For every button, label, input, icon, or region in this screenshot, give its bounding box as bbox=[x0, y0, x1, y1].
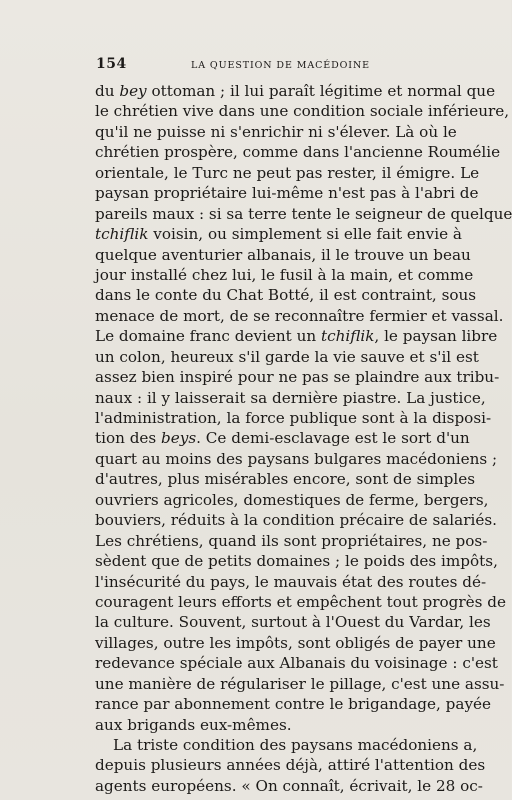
text-line bbox=[95, 204, 512, 224]
text-line bbox=[95, 633, 496, 653]
text-segment: du bbox=[95, 82, 120, 100]
text-segment: tion des bbox=[95, 429, 162, 448]
text-line bbox=[95, 306, 504, 326]
text-segment: naux : il y laisserait sa dernière piastre. La justice, bbox=[95, 388, 486, 407]
text-segment: chrétien prospère, comme dans l'ancienne Roumélie bbox=[95, 143, 501, 162]
text-segment: couragent leurs efforts et empêchent tout progrès de bbox=[95, 592, 506, 611]
text-line bbox=[95, 572, 487, 592]
text-line bbox=[95, 245, 471, 265]
italic-term: bey bbox=[119, 82, 147, 100]
text-line bbox=[95, 81, 496, 101]
text-segment: une manière de régulariser le pillage, c'est une assu- bbox=[95, 674, 505, 693]
text-segment: villages, outre les impôts, sont obligés de payer une bbox=[95, 633, 496, 652]
text-line bbox=[95, 142, 501, 162]
text-segment: redevance spéciale aux Albanais du voisinage : c'est bbox=[95, 654, 498, 673]
text-segment: sèdent que de petits domaines ; le poids des impôts, bbox=[95, 552, 498, 571]
text-segment: d'autres, plus misérables encore, sont de simples bbox=[95, 470, 475, 489]
text-line bbox=[95, 510, 497, 530]
text-segment: ouvriers agricoles, domestiques de ferme, bergers, bbox=[95, 490, 489, 509]
text-line bbox=[95, 612, 491, 632]
text-line bbox=[95, 776, 483, 796]
text-line bbox=[95, 183, 479, 203]
text-segment: Les chrétiens, quand ils sont propriétaires, ne pos- bbox=[95, 531, 488, 550]
text-line bbox=[95, 101, 510, 121]
body-text bbox=[95, 81, 512, 796]
text-segment: un colon, heureux s'il garde la vie sauve et s'il est bbox=[95, 347, 479, 366]
text-line bbox=[95, 122, 457, 142]
text-line bbox=[95, 531, 488, 551]
text-segment: depuis plusieurs années déjà, attiré l'attention des bbox=[95, 756, 486, 775]
text-line bbox=[95, 367, 500, 387]
text-segment: la culture. Souvent, surtout à l'Ouest du Vardar, les bbox=[95, 613, 491, 632]
italic-term: beys bbox=[161, 429, 197, 448]
text-segment: dans le conte du Chat Botté, il est contraint, sous bbox=[95, 286, 477, 305]
text-line bbox=[95, 490, 489, 510]
text-line bbox=[95, 163, 480, 183]
text-segment: le chrétien vive dans une condition sociale inférieure, bbox=[95, 102, 510, 121]
text-line bbox=[95, 408, 492, 428]
text-segment: menace de mort, de se reconnaître fermier et vassal. bbox=[95, 306, 504, 325]
text-line bbox=[95, 715, 452, 735]
text-segment: paysan propriétaire lui-même n'est pas à l'abri de bbox=[95, 184, 479, 203]
text-segment: aux brigands eux-mêmes. bbox=[95, 715, 292, 734]
text-line bbox=[95, 469, 475, 489]
text-segment: jour installé chez lui, le fusil à la main, et comme bbox=[95, 265, 474, 284]
text-segment: agents européens. « On connaît, écrivait, le 28 oc- bbox=[95, 776, 483, 795]
running-title: LA QUESTION DE MACÉDOINE bbox=[191, 60, 371, 71]
text-line bbox=[95, 694, 492, 714]
text-line bbox=[95, 449, 498, 469]
text-segment: l'administration, la force publique sont à la disposi- bbox=[95, 409, 492, 427]
text-segment: qu'il ne puisse ni s'enrichir ni s'élever. Là où le bbox=[95, 122, 457, 141]
italic-term: tchiflik bbox=[95, 225, 149, 244]
text-segment: quart au moins des paysans bulgares macédoniens ; bbox=[95, 449, 498, 468]
text-line bbox=[95, 592, 506, 612]
text-segment: Le domaine franc devient un bbox=[95, 327, 321, 346]
text-segment: La triste condition des paysans macédoniens a, bbox=[113, 736, 478, 754]
text-line bbox=[95, 326, 498, 346]
italic-term: tchiflik bbox=[320, 327, 375, 346]
text-line bbox=[95, 735, 478, 755]
text-line bbox=[95, 285, 477, 305]
text-line bbox=[95, 674, 505, 694]
text-line bbox=[95, 653, 498, 673]
text-segment: pareils maux : si sa terre tente le seigneur de quelque bbox=[95, 204, 512, 223]
text-segment: , le paysan libre bbox=[374, 327, 498, 346]
text-line bbox=[95, 551, 498, 571]
text-segment: voisin, ou simplement si elle fait envie à bbox=[148, 225, 462, 244]
text-segment: quelque aventurier albanais, il le trouve un beau bbox=[95, 245, 471, 264]
text-line bbox=[95, 224, 462, 244]
text-line bbox=[95, 755, 486, 775]
text-segment: orientale, le Turc ne peut pas rester, il émigre. Le bbox=[95, 163, 480, 182]
page-header bbox=[96, 56, 461, 78]
text-line bbox=[95, 347, 479, 367]
text-segment: rance par abonnement contre le brigandage, payée bbox=[95, 695, 492, 714]
text-segment: . Ce demi-esclavage est le sort d'un bbox=[196, 429, 470, 448]
text-line bbox=[95, 428, 470, 448]
text-segment: bouviers, réduits à la condition précaire de salariés. bbox=[95, 511, 497, 530]
text-segment: l'insécurité du pays, le mauvais état des routes dé- bbox=[95, 572, 487, 591]
text-line bbox=[95, 265, 474, 285]
text-segment: assez bien inspiré pour ne pas se plaindre aux tribu- bbox=[95, 368, 500, 387]
text-segment: ottoman ; il lui paraît légitime et normal que bbox=[146, 82, 496, 100]
page-number: 154 bbox=[96, 56, 127, 72]
text-line bbox=[95, 388, 486, 408]
